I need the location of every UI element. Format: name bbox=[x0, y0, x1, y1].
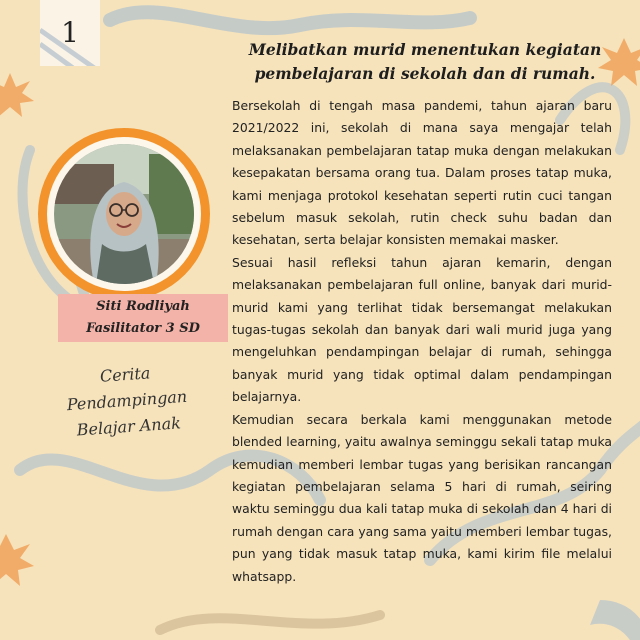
tagline-line-1: Cerita Pendampingan bbox=[66, 363, 188, 415]
sun-shape-left bbox=[0, 73, 34, 117]
sun-shape-bottom-left bbox=[0, 534, 34, 586]
article-body bbox=[232, 95, 612, 588]
author-role: Fasilitator 3 SD bbox=[86, 321, 200, 336]
author-name: Siti Rodliyah bbox=[96, 299, 190, 314]
brush-stroke-top bbox=[110, 12, 470, 28]
paragraph-1: Bersekolah di tengah masa pandemi, tahun ajaran baru 2021/2022 ini, sekolah di mana saya mengajar telah melaksanakan pembelajaran tatap muka dengan melakukan kesepakatan bersama orang tua. Dalam proses tatap muka, kami menjaga protokol kesehatan seperti rutin cuci tangan sebelum masuk sekolah, rutin check suhu badan dan kesehatan, serta belajar konsisten memakai masker. bbox=[232, 98, 612, 248]
page-number: 1 bbox=[61, 16, 79, 49]
article-title: Melibatkan murid menentukan kegiatan pembelajaran di sekolah dan di rumah. bbox=[248, 40, 602, 83]
paragraph-2: Sesuai hasil refleksi tahun ajaran kemarin, dengan melaksanakan pembelajaran full online, banyak dari murid-murid kami yang terlihat tidak bersemangat melakukan tugas-tugas sekolah dan banyak dari wali murid juga yang mengeluhkan pendampingan belajar di rumah, sehingga banyak murid yang tidak optimal dalam pendampingan belajarnya. bbox=[232, 254, 612, 405]
brush-stroke-bottom bbox=[160, 615, 380, 630]
series-tagline bbox=[39, 356, 214, 446]
crescent-shape bbox=[590, 600, 640, 640]
page-number-tab bbox=[40, 0, 100, 66]
paragraph-3: Kemudian secara berkala kami menggunakan metode blended learning, yaitu awalnya seminggu sekali tatap muka kemudian memberi lembar tugas yang berisikan rancangan kegiatan pembelajaran selama 5 hari di rumah, seiring waktu seminggu dua kali tatap muka di sekolah dan 4 hari di rumah dengan cara yang sama yaitu memberi lembar tugas, pun yang tidak masuk tatap muka, kami kirim file melalui whatsapp. bbox=[232, 411, 612, 584]
author-portrait-illustration bbox=[54, 144, 194, 284]
tagline-line-2: Belajar Anak bbox=[76, 413, 182, 440]
author-photo bbox=[54, 144, 194, 284]
author-info bbox=[58, 296, 228, 340]
